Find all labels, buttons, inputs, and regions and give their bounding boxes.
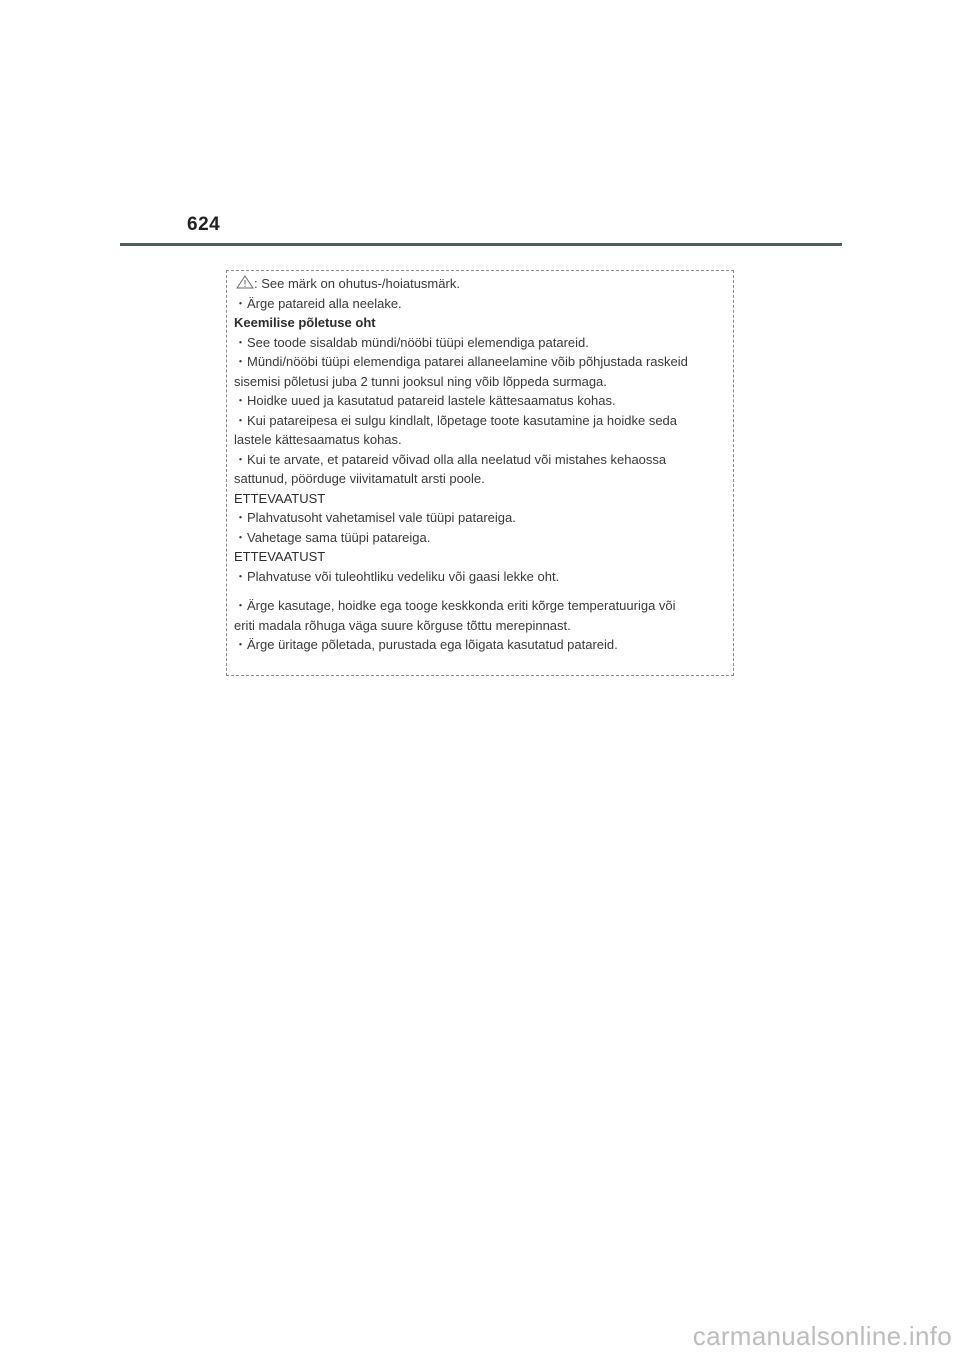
section-heading-caution: ETTEVAATUST [234,490,326,506]
warning-symbol-caption [234,274,730,294]
notice-line: ・Vahetage sama tüüpi patareiga. [234,529,431,545]
notice-line: sisemisi põletusi juba 2 tunni jooksul ning võib lõppeda surmaga. [234,373,607,389]
notice-line: ・See toode sisaldab mündi/nööbi tüüpi elemendiga patareid. [234,334,589,350]
battery-warning-text [234,274,730,655]
paragraph-gap [234,586,730,596]
notice-line: ・Hoidke uued ja kasutatud patareid lastele kättesaamatus kohas. [234,393,616,408]
section-heading-caution: ETTEVAATUST [234,549,326,564]
notice-line: ・Ärge patareid alla neelake. [234,295,402,311]
site-watermark: carmanualsonline.info [692,1321,952,1351]
symbol-caption-text: : See märk on ohutus-/hoiatusmärk. [254,276,460,291]
notice-line: ・Ärge üritage põletada, purustada ega lõigata kasutatud patareid. [234,637,618,652]
notice-line: ・Kui te arvate, et patareid võivad olla alla neelatud või mistahes kehaossa [234,451,667,467]
notice-line: lastele kättesaamatus kohas. [234,432,402,447]
notice-line: sattunud, pöörduge viivitamatult arsti poole. [234,471,485,486]
notice-line: ・Kui patareipesa ei sulgu kindlalt, lõpetage toote kasutamine ja hoidke seda [234,412,678,428]
page-number: 624 [187,214,221,235]
notice-line: ・Plahvatusoht vahetamisel vale tüüpi patareiga. [234,510,516,525]
notice-line: ・Plahvatuse või tuleohtliku vedeliku või gaasi lekke oht. [234,568,560,584]
notice-line: ・Ärge kasutage, hoidke ega tooge keskkonda eriti kõrge temperatuuriga või [234,598,676,613]
notice-line: eriti madala rõhuga väga suure kõrguse tõttu merepinnast. [234,617,571,633]
section-heading-chemical-burn: Keemilise põletuse oht [234,315,376,330]
header-rule [120,243,842,246]
notice-line: ・Mündi/nööbi tüüpi elemendiga patarei allaneelamine võib põhjustada raskeid [234,354,688,369]
warning-triangle-icon [236,275,254,289]
